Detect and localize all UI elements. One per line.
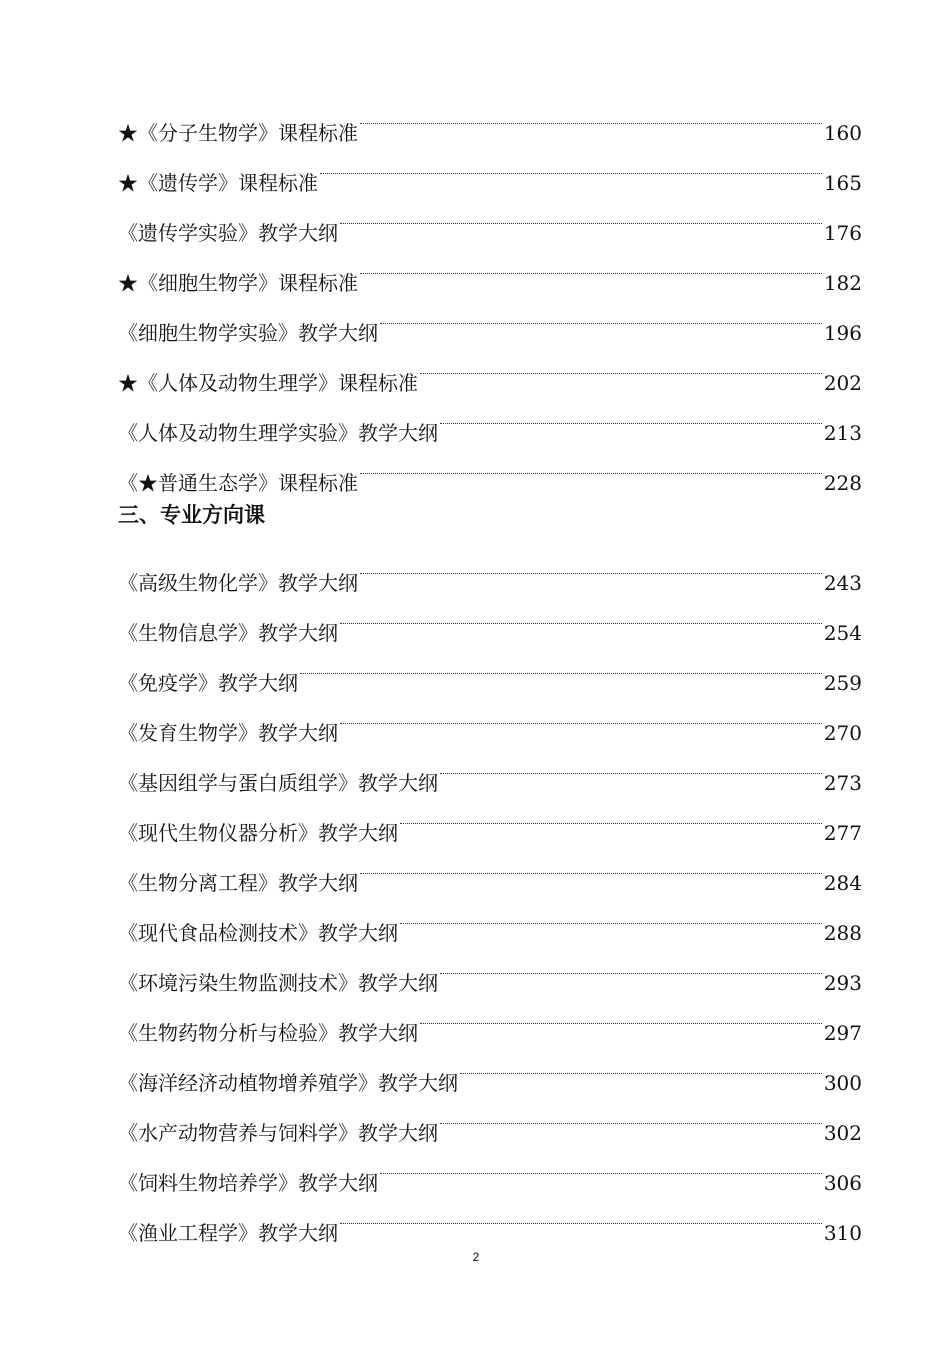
toc-dot-leader xyxy=(360,90,822,140)
toc-entry-title: 《生物信息学》教学大纲 xyxy=(118,621,338,645)
toc-entry-page-number: 254 xyxy=(823,621,862,645)
toc-dot-leader xyxy=(380,290,822,340)
toc-entry-page-number: 288 xyxy=(823,921,862,945)
toc-dot-leader xyxy=(400,790,822,840)
toc-group-specialization-courses xyxy=(118,540,862,1245)
toc-entry-page-number: 297 xyxy=(823,1021,862,1045)
toc-entry-title: 《基因组学与蛋白质组学》教学大纲 xyxy=(118,771,438,795)
toc-entry-title: 《饲料生物培养学》教学大纲 xyxy=(118,1171,378,1195)
toc-entry-page-number: 160 xyxy=(823,121,862,145)
toc-dot-leader xyxy=(420,990,822,1040)
toc-dot-leader xyxy=(380,1140,822,1190)
toc-dot-leader xyxy=(340,1190,822,1240)
toc-entry-page-number: 243 xyxy=(823,571,862,595)
toc-dot-leader xyxy=(340,590,822,640)
toc-entry-page-number: 176 xyxy=(823,221,862,245)
toc-entry-page-number: 196 xyxy=(823,321,862,345)
toc-dot-leader xyxy=(440,1090,822,1140)
toc-dot-leader xyxy=(440,740,822,790)
toc-entry-page-number: 277 xyxy=(823,821,862,845)
toc-entry[interactable] xyxy=(118,90,862,145)
toc-entry-title: ★《分子生物学》课程标准 xyxy=(118,121,358,145)
toc-entry-page-number: 165 xyxy=(823,171,862,195)
toc-group-core-courses xyxy=(118,90,862,495)
toc-dot-leader xyxy=(420,340,822,390)
toc-entry-page-number: 270 xyxy=(823,721,862,745)
toc-entry-page-number: 284 xyxy=(823,871,862,895)
toc-entry-title: 《细胞生物学实验》教学大纲 xyxy=(118,321,378,345)
section-heading: 三、专业方向课 xyxy=(118,503,265,527)
toc-entry-title: 《水产动物营养与饲料学》教学大纲 xyxy=(118,1121,438,1145)
toc-dot-leader xyxy=(360,840,822,890)
table-of-contents xyxy=(118,90,862,1245)
toc-dot-leader xyxy=(320,140,822,190)
toc-entry-page-number: 306 xyxy=(823,1171,862,1195)
toc-entry-title: 《发育生物学》教学大纲 xyxy=(118,721,338,745)
toc-entry-title: ★《人体及动物生理学》课程标准 xyxy=(118,371,418,395)
toc-entry-title: 《现代生物仪器分析》教学大纲 xyxy=(118,821,398,845)
toc-entry-title: 《现代食品检测技术》教学大纲 xyxy=(118,921,398,945)
toc-entry-page-number: 213 xyxy=(823,421,862,445)
toc-entry-title: 《遗传学实验》教学大纲 xyxy=(118,221,338,245)
page-number: 2 xyxy=(472,1250,480,1264)
toc-dot-leader xyxy=(340,190,822,240)
toc-entry-title: 《免疫学》教学大纲 xyxy=(118,671,298,695)
toc-dot-leader xyxy=(440,390,822,440)
toc-entry-page-number: 302 xyxy=(823,1121,862,1145)
toc-entry-title: 《环境污染生物监测技术》教学大纲 xyxy=(118,971,438,995)
toc-dot-leader xyxy=(440,940,822,990)
toc-dot-leader xyxy=(360,440,822,490)
toc-dot-leader xyxy=(360,240,822,290)
toc-entry-title: 《海洋经济动植物增养殖学》教学大纲 xyxy=(118,1071,458,1095)
toc-dot-leader xyxy=(340,690,822,740)
toc-entry-page-number: 259 xyxy=(823,671,862,695)
toc-entry-page-number: 310 xyxy=(823,1221,862,1245)
toc-entry-page-number: 228 xyxy=(823,471,862,495)
toc-dot-leader xyxy=(400,890,822,940)
toc-dot-leader xyxy=(360,540,822,590)
toc-entry-title: 《渔业工程学》教学大纲 xyxy=(118,1221,338,1245)
toc-entry-title: 《★普通生态学》课程标准 xyxy=(118,471,358,495)
toc-entry-page-number: 293 xyxy=(823,971,862,995)
toc-entry-title: 《高级生物化学》教学大纲 xyxy=(118,571,358,595)
toc-entry-title: 《生物分离工程》教学大纲 xyxy=(118,871,358,895)
toc-entry-title: ★《细胞生物学》课程标准 xyxy=(118,271,358,295)
toc-entry-page-number: 300 xyxy=(823,1071,862,1095)
toc-entry-title: 《人体及动物生理学实验》教学大纲 xyxy=(118,421,438,445)
toc-entry-title: ★《遗传学》课程标准 xyxy=(118,171,318,195)
toc-entry-page-number: 273 xyxy=(823,771,862,795)
toc-entry-page-number: 202 xyxy=(823,371,862,395)
toc-entry-title: 《生物药物分析与检验》教学大纲 xyxy=(118,1021,418,1045)
toc-entry-page-number: 182 xyxy=(823,271,862,295)
toc-entry[interactable] xyxy=(118,540,862,595)
toc-dot-leader xyxy=(460,1040,822,1090)
toc-dot-leader xyxy=(300,640,822,690)
